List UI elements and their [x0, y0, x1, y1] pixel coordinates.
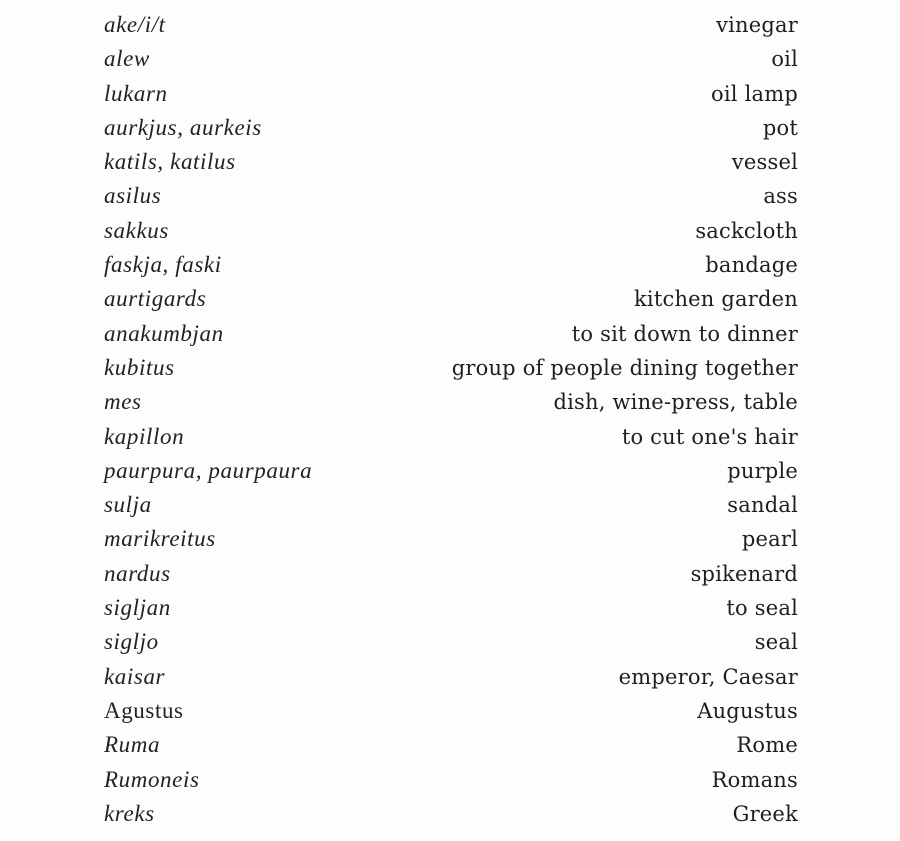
gothic-term: marikreitus [104, 526, 216, 552]
gothic-term: ake/i/t [104, 12, 166, 37]
glossary-entry [104, 732, 798, 766]
english-gloss: Augustus [697, 698, 798, 723]
glossary-entry [104, 115, 798, 149]
glossary-entry [104, 458, 798, 492]
english-gloss: ass [763, 184, 798, 209]
english-gloss: bandage [705, 253, 798, 278]
gothic-term: Ruma [104, 732, 161, 758]
glossary-entry [104, 801, 798, 835]
glossary-list [104, 12, 798, 835]
gothic-term: sigljo [104, 629, 159, 655]
gothic-term: kapillon [104, 423, 185, 449]
gothic-term: faskja, faski [104, 252, 222, 278]
english-gloss: vessel [731, 150, 798, 175]
gothic-term: kubitus [104, 354, 175, 380]
gothic-term: sakkus [104, 217, 169, 243]
gothic-term: aurtigards [104, 286, 207, 312]
glossary-entry [104, 321, 798, 355]
glossary-entry [104, 286, 798, 320]
glossary-entry [104, 767, 798, 801]
english-gloss: kitchen garden [634, 287, 798, 312]
glossary-entry [104, 629, 798, 663]
english-gloss: dish, wine-press, table [553, 390, 798, 415]
gothic-term: Rumoneis [104, 766, 200, 792]
glossary-entry [104, 12, 798, 46]
glossary-entry [104, 698, 798, 732]
glossary-entry [104, 389, 798, 423]
english-gloss: vinegar [716, 13, 798, 37]
gothic-term: paurpura, paurpaura [104, 457, 313, 483]
glossary-entry [104, 664, 798, 698]
gothic-term: katils, katilus [104, 149, 236, 175]
english-gloss: seal [754, 630, 798, 655]
glossary-entry [104, 355, 798, 389]
gothic-term: asilus [104, 183, 162, 209]
glossary-entry [104, 218, 798, 252]
glossary-entry [104, 526, 798, 560]
glossary-entry [104, 183, 798, 217]
english-gloss: Greek [732, 801, 798, 826]
english-gloss: purple [727, 458, 798, 483]
gothic-term: sigljan [104, 595, 171, 621]
gothic-term: mes [104, 389, 142, 415]
english-gloss: to seal [726, 596, 798, 621]
english-gloss: oil [771, 47, 798, 72]
gothic-term: Agustus [104, 697, 184, 723]
glossary-entry [104, 424, 798, 458]
glossary-entry [104, 46, 798, 80]
english-gloss: pearl [741, 527, 798, 552]
english-gloss: Rome [736, 733, 798, 758]
english-gloss: to cut one's hair [621, 424, 798, 449]
glossary-entry [104, 81, 798, 115]
glossary-entry [104, 561, 798, 595]
english-gloss: pot [762, 115, 798, 140]
glossary-entry [104, 252, 798, 286]
gothic-term: nardus [104, 560, 171, 586]
gothic-term: lukarn [104, 80, 168, 106]
english-gloss: to sit down to dinner [571, 321, 798, 346]
gothic-term: aurkjus, aurkeis [104, 114, 262, 140]
english-gloss: sackcloth [695, 218, 798, 243]
gothic-term: kreks [104, 800, 155, 826]
english-gloss: Romans [711, 767, 798, 792]
english-gloss: emperor, Caesar [618, 664, 798, 689]
gothic-term: anakumbjan [104, 320, 224, 346]
glossary-entry [104, 492, 798, 526]
english-gloss: sandal [727, 493, 798, 518]
gothic-term: sulja [104, 492, 152, 518]
english-gloss: group of people dining together [451, 355, 798, 380]
gothic-term: alew [104, 46, 150, 72]
english-gloss: spikenard [690, 561, 798, 586]
glossary-entry [104, 149, 798, 183]
glossary-entry [104, 595, 798, 629]
gothic-term: kaisar [104, 663, 166, 689]
english-gloss: oil lamp [711, 81, 798, 106]
